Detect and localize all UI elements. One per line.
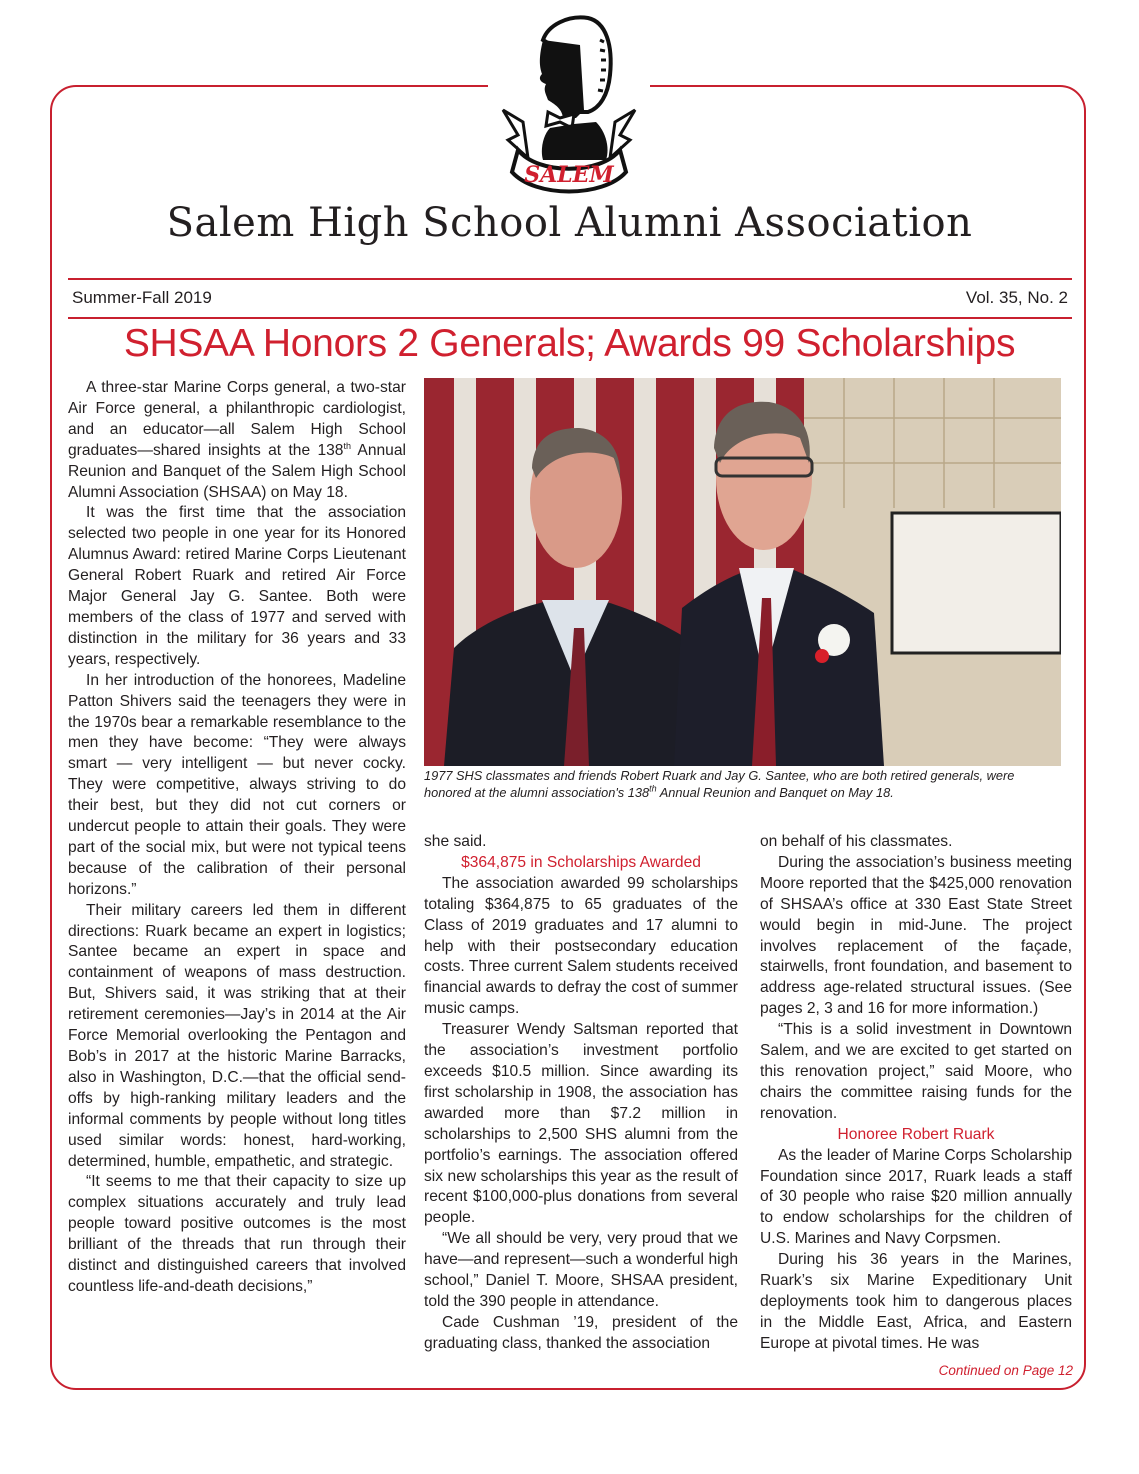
article-paragraph: Their military careers led them in different directions: Ruark became an expert in logistics; Santee became an expert in space and containment of weapons of mass destruction. But, Shivers said, it was striking that at their retirement ceremonies—Jay’s in 2014 at the Air Force Memorial overlooking the Pentagon and Bob’s in 2017 at the historic Marine Barracks, also in Washington, D.C.—that the official send-offs by high-ranking military leaders and the informal comments by people without long titles used similar words: honest, hard-working, determined, humble, empathetic, and strategic. xyxy=(68,901,406,1170)
salem-logo-banner-text: SALEM xyxy=(524,162,614,188)
article-paragraph: on behalf of his classmates. xyxy=(760,833,953,850)
article-paragraph: “We all should be very, very proud that we have—and represent—such a wonderful high school,” Daniel T. Moore, SHSAA president, told the 390 people in attendance. xyxy=(424,1230,738,1310)
honorees-photo xyxy=(424,378,1061,766)
article-paragraph: During his 36 years in the Marines, Ruark’s six Marine Expeditionary Unit deployments took him to dangerous places in the Middle East, Africa, and Eastern Europe at pivotal times. He was xyxy=(760,1251,1072,1352)
article-paragraph: The association awarded 99 scholarships totaling $364,875 to 65 graduates of the Class of 2019 graduates and 17 alumni to help with their postsecondary education costs. Three current Salem students received financial awards to defray the cost of summer music camps. xyxy=(424,874,738,1018)
article-column-1 xyxy=(68,378,406,1298)
article-paragraph: A three-star Marine Corps general, a two-star Air Force general, a philanthropic cardiologist, and an educator—all Salem High School graduates—shared insights at the 138th Annual Reunion and Banquet of the Salem High School Alumni Association (SHSAA) on May 18. xyxy=(68,379,406,501)
article-paragraph: “It seems to me that their capacity to size up complex situations accurately and truly lead people toward positive outcomes is the most brilliant of the threads that run through their distinct and distinguished careers that involved countless life-and-death decisions,” xyxy=(68,1173,406,1295)
article-paragraph: During the association’s business meeting Moore reported that the $425,000 renovation of SHSAA’s office at 330 East State Street would begin in mid-June. The project involves replacement of the façade, stairwells, front foundation, and basement to address age-related structural issues. (See pages 2, 3 and 16 for more information.) xyxy=(760,853,1072,1018)
article-paragraph: It was the first time that the association selected two people in one year for its Honored Alumnus Award: retired Marine Corps Lieutenant General Robert Ruark and retired Air Force Major General Jay G. Santee. Both were members of the class of 1977 and served with distinction in the military for 36 years and 33 years, respectively. xyxy=(68,504,406,668)
article-column-2 xyxy=(424,832,738,1355)
salem-witch-silhouette-icon xyxy=(488,0,650,195)
headline: SHSAA Honors 2 Generals; Awards 99 Scholarships xyxy=(123,322,1016,365)
article-paragraph: she said. xyxy=(424,833,487,850)
article-paragraph: As the leader of Marine Corps Scholarship Foundation since 2017, Ruark leads a staff of 30 people who raise $20 million annually to endow scholarships for the children of U.S. Marines and Navy Corpsmen. xyxy=(760,1146,1072,1248)
article-paragraph: Cade Cushman ’19, president of the graduating class, thanked the association xyxy=(424,1313,738,1352)
article-paragraph: Treasurer Wendy Saltsman reported that the association’s investment portfolio exceeds $10.5 million. Since awarding its first scholarship in 1908, the association has awarded more than $7.2 million in scholarships to 2,500 SHS alumni from the portfolio’s earnings. The association offered six new scholarships this year as the result of recent $100,000-plus donations from several people. xyxy=(424,1021,738,1227)
issue-volume: Vol. 35, No. 2 xyxy=(965,288,1068,307)
continued-on-page-link[interactable]: Continued on Page 12 xyxy=(938,1363,1073,1378)
masthead-rule-bottom xyxy=(68,317,1072,319)
photo-illustration xyxy=(424,378,1061,766)
article-paragraph: “This is a solid investment in Downtown Salem, and we are excited to get started on this renovation project,” said Moore, who chairs the committee raising funds for the renovation. xyxy=(760,1021,1072,1122)
section-subhead-ruark: Honoree Robert Ruark xyxy=(837,1125,995,1143)
photo-caption: 1977 SHS classmates and friends Robert Ruark and Jay G. Santee, who are both retired generals, were honored at the alumni association's 138th Annual Reunion and Banquet on May 18. xyxy=(424,768,1015,800)
article-paragraph: In her introduction of the honorees, Madeline Patton Shivers said the teenagers they were in the 1970s bear a remarkable resemblance to the men they have become: “They were always smart — very intelligent — but never cocky. They were competitive, always striving to do their best, but they did not cut corners or undercut people to attain their goals. They were part of the social mix, but were not typical teens because of the calibration of their personal horizons.” xyxy=(68,671,406,898)
section-subhead-scholarships: $364,875 in Scholarships Awarded xyxy=(461,853,701,871)
salem-logo xyxy=(488,0,650,195)
masthead-rule-top xyxy=(68,278,1072,280)
issue-season: Summer-Fall 2019 xyxy=(72,288,212,307)
article-column-3 xyxy=(760,832,1072,1355)
issue-bar xyxy=(72,288,1068,308)
masthead-title: Salem High School Alumni Association xyxy=(166,200,973,246)
